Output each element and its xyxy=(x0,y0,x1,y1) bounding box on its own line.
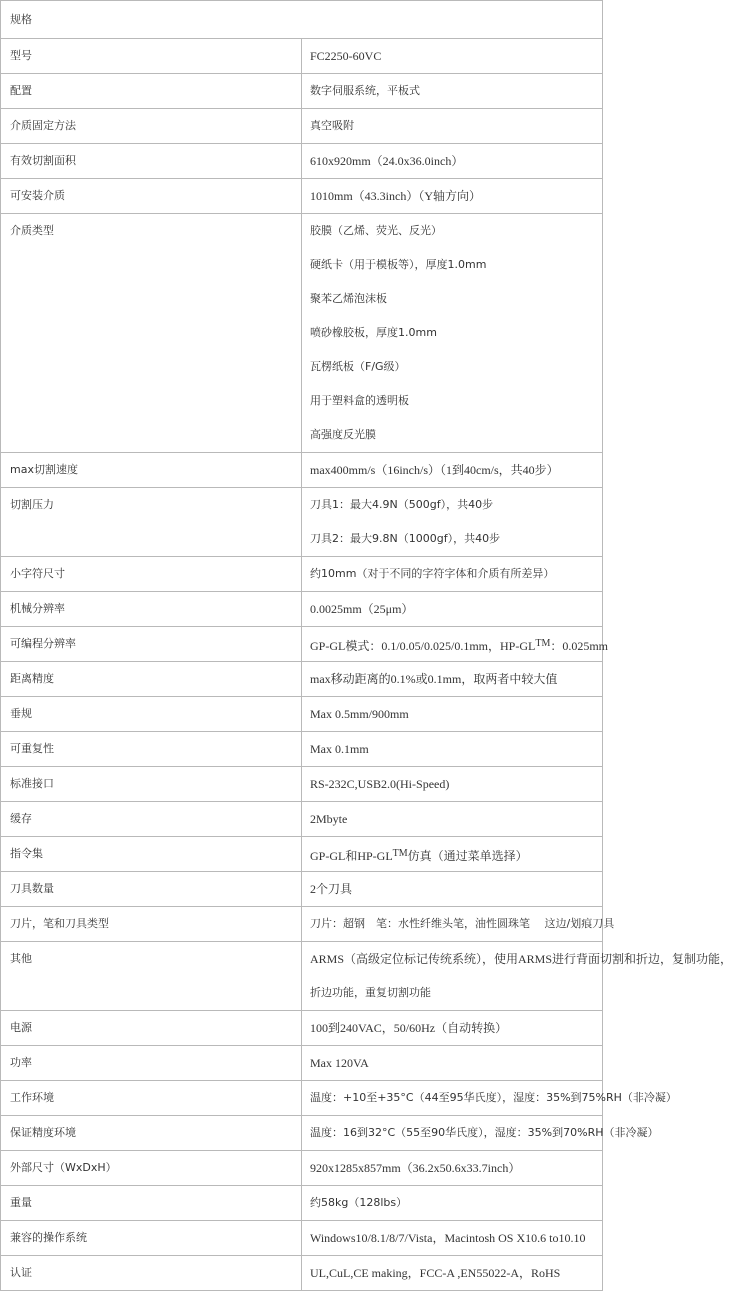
spec-key: 其他 xyxy=(10,952,32,965)
spec-value-cell xyxy=(302,872,603,907)
spec-value-cell xyxy=(302,662,603,697)
spec-value-cell xyxy=(302,732,603,767)
spec-value-cell xyxy=(302,767,603,802)
spec-value-text: 刀片：超钢 笔：水性纤维头笔，油性圆珠笔 这边/划痕刀具 xyxy=(310,917,615,930)
spec-key: 机械分辨率 xyxy=(10,602,65,615)
spec-key: 有效切割面积 xyxy=(10,154,76,167)
spec-value-text: RS-232C,USB2.0(Hi-Speed) xyxy=(310,777,450,791)
spec-key: 刀片，笔和刀具类型 xyxy=(10,917,109,930)
table-row xyxy=(1,627,603,662)
spec-value-line xyxy=(302,907,615,941)
spec-value-cell xyxy=(302,214,603,453)
spec-value-text: 喷砂橡胶板，厚度1.0mm xyxy=(310,326,437,339)
table-header-row xyxy=(1,1,603,39)
table-row xyxy=(1,1046,603,1081)
spec-value-cell xyxy=(302,557,603,592)
spec-key-cell xyxy=(1,627,302,662)
spec-value-text: GP-GL模式：0.1/0.05/0.025/0.1mm，HP-GL xyxy=(310,639,536,653)
spec-value-cell xyxy=(302,109,603,144)
spec-value-tail: ：0.025mm xyxy=(550,639,609,653)
spec-value-text: FC2250-60VC xyxy=(310,49,382,63)
table-row xyxy=(1,872,603,907)
spec-value-cell xyxy=(302,74,603,109)
spec-key: 缓存 xyxy=(10,812,32,825)
spec-value-cell xyxy=(302,179,603,214)
spec-key-cell xyxy=(1,488,302,557)
spec-key: 兼容的操作系统 xyxy=(10,1231,87,1244)
table-row xyxy=(1,1011,603,1046)
spec-key-cell xyxy=(1,1011,302,1046)
spec-value-line xyxy=(302,1186,602,1220)
spec-key-cell xyxy=(1,453,302,488)
spec-value-line xyxy=(302,1081,677,1115)
table-row xyxy=(1,179,603,214)
table-row xyxy=(1,214,603,453)
spec-key-cell xyxy=(1,214,302,453)
spec-key-cell xyxy=(1,767,302,802)
spec-value-text: 温度：16到32°C（55至90华氏度），湿度：35%到70%RH（非冷凝） xyxy=(310,1126,659,1139)
table-row xyxy=(1,697,603,732)
spec-value-line xyxy=(302,767,602,801)
spec-key-cell xyxy=(1,592,302,627)
spec-key: 电源 xyxy=(10,1021,32,1034)
trademark-superscript: TM xyxy=(392,848,408,859)
spec-key: 小字符尺寸 xyxy=(10,567,65,580)
spec-value-cell xyxy=(302,837,603,872)
spec-value-cell xyxy=(302,1081,677,1116)
spec-key-cell xyxy=(1,144,302,179)
spec-value-line xyxy=(302,316,602,350)
spec-value-line xyxy=(302,802,602,836)
spec-key: 标准接口 xyxy=(10,777,54,790)
spec-key: max切割速度 xyxy=(10,463,78,476)
spec-value-line xyxy=(302,1221,602,1255)
spec-key-cell xyxy=(1,39,302,74)
spec-value-line xyxy=(302,1116,659,1150)
spec-value-line xyxy=(302,1256,602,1290)
table-row xyxy=(1,837,603,872)
spec-value-text: 100到240VAC，50/60Hz（自动转换） xyxy=(310,1021,508,1035)
spec-value-tail: 仿真（通过菜单选择） xyxy=(407,849,528,863)
spec-value-cell xyxy=(302,627,609,662)
spec-key: 配置 xyxy=(10,84,32,97)
spec-key-cell xyxy=(1,109,302,144)
spec-key: 可安装介质 xyxy=(10,189,65,202)
spec-value-line xyxy=(302,488,602,522)
spec-key: 工作环境 xyxy=(10,1091,54,1104)
spec-value-line xyxy=(302,627,609,661)
spec-key-cell xyxy=(1,1256,302,1291)
spec-value-text: 用于塑料盒的透明板 xyxy=(310,394,409,407)
trademark-superscript: TM xyxy=(535,638,551,649)
spec-value-text: max400mm/s（16inch/s）（1到40cm/s，共40步） xyxy=(310,463,559,477)
spec-value-cell xyxy=(302,1011,603,1046)
table-row xyxy=(1,1081,603,1116)
spec-key: 重量 xyxy=(10,1196,32,1209)
spec-value-text: 610x920mm（24.0x36.0inch） xyxy=(310,154,464,168)
spec-value-line xyxy=(302,144,602,178)
spec-value-cell xyxy=(302,1116,659,1151)
table-row xyxy=(1,1151,603,1186)
spec-key: 介质固定方法 xyxy=(10,119,76,132)
table-row xyxy=(1,942,603,1011)
spec-value-text: 温度：+10至+35°C（44至95华氏度），湿度：35%到75%RH（非冷凝） xyxy=(310,1091,677,1104)
spec-value-text: Max 0.5mm/900mm xyxy=(310,707,409,721)
spec-value-text: 920x1285x857mm（36.2x50.6x33.7inch） xyxy=(310,1161,521,1175)
spec-key: 介质类型 xyxy=(10,224,54,237)
spec-value-cell xyxy=(302,1221,603,1256)
spec-value-line xyxy=(302,1046,602,1080)
spec-key-cell xyxy=(1,662,302,697)
spec-value-text: 高强度反光膜 xyxy=(310,428,376,441)
spec-key-cell xyxy=(1,732,302,767)
spec-value-text: 瓦楞纸板（F/G级） xyxy=(310,360,406,373)
spec-value-text: Max 0.1mm xyxy=(310,742,369,756)
spec-value-cell xyxy=(302,144,603,179)
spec-value-line xyxy=(302,522,602,556)
spec-value-line xyxy=(302,74,602,108)
spec-value-cell xyxy=(302,942,732,1011)
spec-value-line xyxy=(302,179,602,213)
table-row xyxy=(1,1256,603,1291)
spec-value-line xyxy=(302,592,602,626)
spec-key: 外部尺寸（WxDxH） xyxy=(10,1161,117,1174)
spec-value-text: GP-GL和HP-GL xyxy=(310,849,393,863)
spec-key-cell xyxy=(1,1186,302,1221)
spec-value-cell xyxy=(302,1151,603,1186)
spec-value-text: UL,CuL,CE making，FCC-A ,EN55022-A，RoHS xyxy=(310,1266,561,1280)
table-row xyxy=(1,907,603,942)
spec-value-line xyxy=(302,697,602,731)
spec-value-text: 真空吸附 xyxy=(310,119,354,132)
spec-value-cell xyxy=(302,1186,603,1221)
spec-value-line xyxy=(302,350,602,384)
spec-value-text: 1010mm（43.3inch）（Y轴方向） xyxy=(310,189,481,203)
spec-value-text: max移动距离的0.1%或0.1mm，取两者中较大值 xyxy=(310,672,558,686)
spec-value-text: 数字伺服系统，平板式 xyxy=(310,84,420,97)
spec-value-text: 2个刀具 xyxy=(310,882,353,896)
spec-value-cell xyxy=(302,592,603,627)
spec-value-line xyxy=(302,976,602,1010)
table-header: 规格 xyxy=(10,13,32,26)
spec-key-cell xyxy=(1,942,302,1011)
spec-value-text: 折边功能，重复切割功能 xyxy=(310,986,431,999)
spec-key-cell xyxy=(1,1116,302,1151)
spec-value-text: 刀具2：最大9.8N（1000gf），共40步 xyxy=(310,532,501,545)
spec-value-text: 胶膜（乙烯、荧光、反光） xyxy=(310,224,442,237)
table-row xyxy=(1,732,603,767)
spec-key-cell xyxy=(1,1151,302,1186)
table-row xyxy=(1,144,603,179)
spec-value-line xyxy=(302,109,602,143)
spec-key-cell xyxy=(1,697,302,732)
spec-value-text: 2Mbyte xyxy=(310,812,348,826)
table-row xyxy=(1,557,603,592)
spec-key-cell xyxy=(1,1081,302,1116)
table-row xyxy=(1,592,603,627)
spec-key: 认证 xyxy=(10,1266,32,1279)
table-row xyxy=(1,1116,603,1151)
spec-value-line xyxy=(302,248,602,282)
spec-value-cell xyxy=(302,907,615,942)
spec-key-cell xyxy=(1,557,302,592)
spec-value-line xyxy=(302,1151,602,1185)
spec-value-line xyxy=(302,662,602,696)
table-row xyxy=(1,662,603,697)
spec-value-line xyxy=(302,942,732,976)
table-row xyxy=(1,1186,603,1221)
spec-value-line xyxy=(302,837,602,871)
spec-value-line xyxy=(302,214,602,248)
table-row xyxy=(1,767,603,802)
table-row xyxy=(1,488,603,557)
spec-value-cell xyxy=(302,488,603,557)
spec-key-cell xyxy=(1,1221,302,1256)
spec-key: 可重复性 xyxy=(10,742,54,755)
spec-value-text: 聚苯乙烯泡沫板 xyxy=(310,292,387,305)
spec-value-text: ARMS（高级定位标记传统系统），使用ARMS进行背面切割和折边，复制功能， xyxy=(310,952,732,966)
spec-value-line xyxy=(302,453,602,487)
table-row xyxy=(1,74,603,109)
spec-value-line xyxy=(302,39,602,73)
table-row xyxy=(1,109,603,144)
table-row xyxy=(1,453,603,488)
table-header-cell xyxy=(1,1,603,39)
spec-key: 功率 xyxy=(10,1056,32,1069)
spec-key: 切割压力 xyxy=(10,498,54,511)
spec-key-cell xyxy=(1,802,302,837)
spec-value-line xyxy=(302,557,602,591)
spec-value-cell xyxy=(302,1046,603,1081)
spec-value-cell xyxy=(302,453,603,488)
spec-value-text: 刀具1：最大4.9N（500gf），共40步 xyxy=(310,498,494,511)
spec-value-cell xyxy=(302,802,603,837)
spec-value-text: 硬纸卡（用于模板等），厚度1.0mm xyxy=(310,258,487,271)
spec-value-line xyxy=(302,1011,602,1045)
spec-key-cell xyxy=(1,872,302,907)
spec-value-text: 约58kg（128lbs） xyxy=(310,1196,408,1209)
spec-key: 刀具数量 xyxy=(10,882,54,895)
spec-value-cell xyxy=(302,697,603,732)
spec-key: 距离精度 xyxy=(10,672,54,685)
spec-key-cell xyxy=(1,837,302,872)
table-row xyxy=(1,39,603,74)
table-row xyxy=(1,802,603,837)
table-row xyxy=(1,1221,603,1256)
spec-key: 保证精度环境 xyxy=(10,1126,76,1139)
spec-value-text: Max 120VA xyxy=(310,1056,369,1070)
spec-value-cell xyxy=(302,1256,603,1291)
spec-key-cell xyxy=(1,74,302,109)
spec-key-cell xyxy=(1,179,302,214)
spec-key: 可编程分辨率 xyxy=(10,637,76,650)
spec-key-cell xyxy=(1,907,302,942)
spec-key: 指令集 xyxy=(10,847,43,860)
spec-key-cell xyxy=(1,1046,302,1081)
spec-value-line xyxy=(302,384,602,418)
spec-value-line xyxy=(302,732,602,766)
spec-value-text: 0.0025mm（25μm） xyxy=(310,602,414,616)
spec-value-line xyxy=(302,418,602,452)
spec-value-text: 约10mm（对于不同的字符字体和介质有所差异） xyxy=(310,567,555,580)
spec-key: 垂规 xyxy=(10,707,32,720)
spec-value-line xyxy=(302,282,602,316)
spec-key: 型号 xyxy=(10,49,32,62)
spec-value-line xyxy=(302,872,602,906)
spec-value-cell xyxy=(302,39,603,74)
spec-value-text: Windows10/8.1/8/7/Vista，Macintosh OS X10.6 to10.10 xyxy=(310,1231,586,1245)
